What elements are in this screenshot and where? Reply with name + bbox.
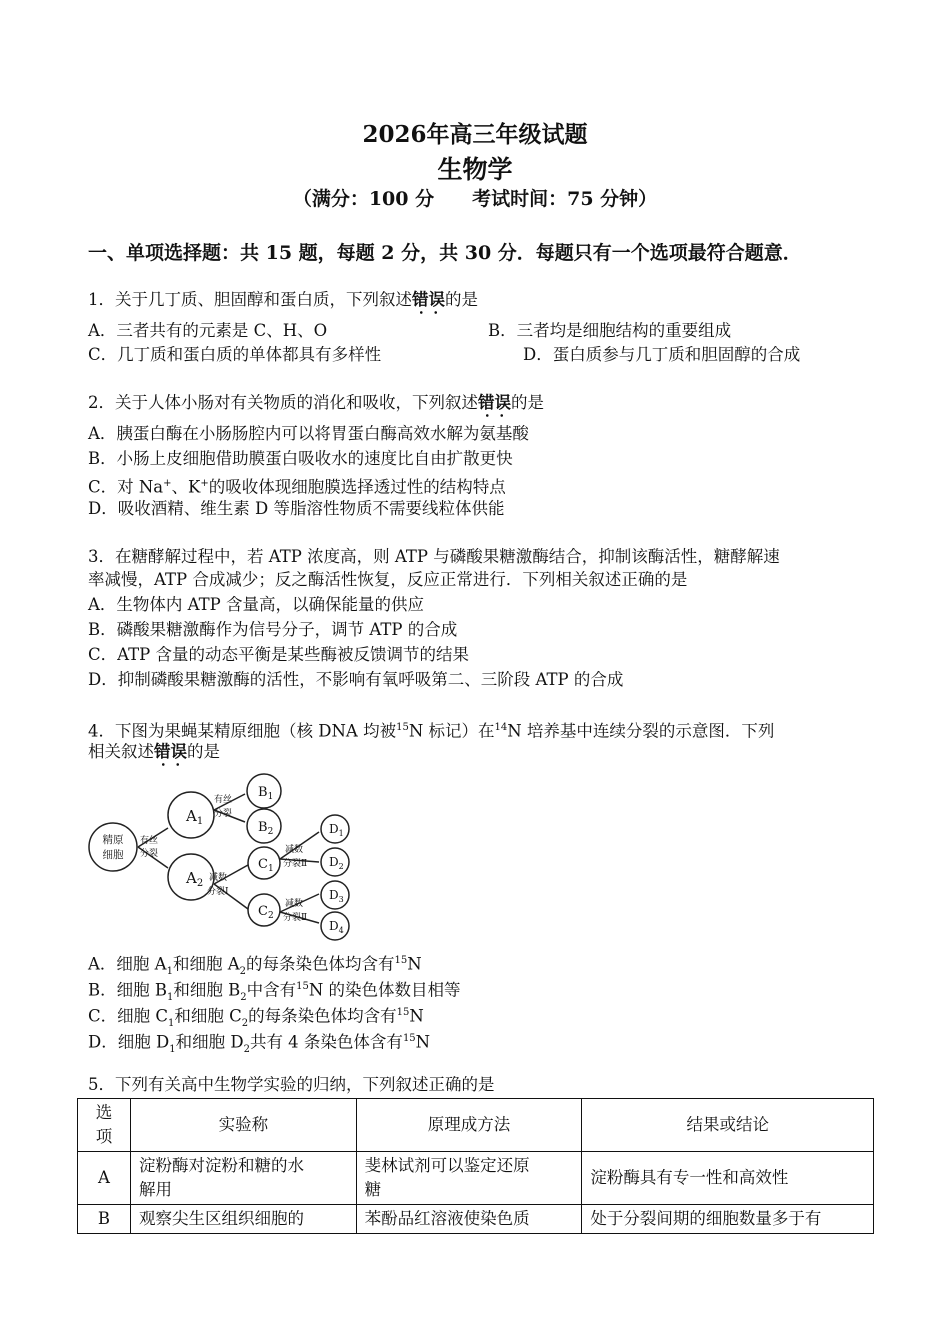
q1-option-d[interactable]: D．蛋白质参与几丁质和胆固醇的合成 bbox=[523, 345, 801, 364]
question-5-stem: 5．下列有关高中生物学实验的归纳，下列叙述正确的是 bbox=[88, 1075, 495, 1094]
label-d2: $D_2$ bbox=[329, 855, 344, 871]
row-experiment-name: 淀粉酶对淀粉和糖的水 解用 bbox=[130, 1152, 356, 1205]
subject-title: 生物学 bbox=[437, 155, 513, 184]
question-4-stem-line1: 4．下图为果蝇某精原细胞（核 DNA 均被$^{15}$N 标记）在$^{14}$N 培养基中连续分裂的示意图．下列 bbox=[88, 721, 775, 741]
row-method: 苯酚品红溶液使染色质 bbox=[356, 1205, 582, 1234]
table-row[interactable] bbox=[78, 1205, 874, 1234]
q1-option-c[interactable]: C．几丁质和蛋白质的单体都具有多样性 bbox=[88, 345, 382, 364]
table-header-row bbox=[78, 1099, 874, 1152]
q3-option-a[interactable]: A．生物体内 ATP 含量高，以确保能量的供应 bbox=[88, 595, 425, 614]
section-heading: 一、单项选择题：共 15 题，每题 2 分，共 30 分．每题只有一个选项最符合题意． bbox=[88, 242, 802, 264]
row-result: 淀粉酶具有专一性和高效性 bbox=[582, 1152, 874, 1205]
q4-option-a[interactable]: A．细胞 $A_1$和细胞 $A_2$的每条染色体均含有$^{15}$N bbox=[88, 954, 422, 977]
question-4-stem-line2: 相关叙述错误的是 bbox=[88, 742, 220, 761]
question-3-stem-line2: 率减慢，ATP 合成减少；反之酶活性恢复，反应正常进行．下列相关叙述正确的是 bbox=[88, 570, 688, 589]
q3-option-c[interactable]: C．ATP 含量的动态平衡是某些酶被反馈调节的结果 bbox=[88, 645, 469, 664]
label-d4: $D_4$ bbox=[329, 919, 344, 935]
division-label-meiosis2-top-b: 分裂Ⅱ bbox=[283, 859, 308, 869]
q2-option-c[interactable]: C．对 Na+、K+的吸收体现细胞膜选择透过性的结构特点 bbox=[88, 477, 506, 497]
label-a2: $A_2$ bbox=[186, 869, 204, 889]
exam-title: 2026年高三年级试题 bbox=[362, 121, 588, 148]
label-a1: $A_1$ bbox=[186, 807, 204, 827]
division-label-mitosis-2a: 有丝 bbox=[214, 795, 233, 805]
q2-option-d[interactable]: D．吸收酒精、维生素 D 等脂溶性物质不需要线粒体供能 bbox=[88, 499, 505, 518]
division-label-mitosis-1b: 分裂 bbox=[140, 849, 159, 859]
question-3-stem-line1: 3．在糖酵解过程中，若 ATP 浓度高，则 ATP 与磷酸果糖激酶结合，抑制该酶活性，糖酵解速 bbox=[88, 547, 780, 566]
q3-option-d[interactable]: D．抑制磷酸果糖激酶的活性，不影响有氧呼吸第二、三阶段 ATP 的合成 bbox=[88, 670, 624, 689]
q1-option-b[interactable]: B．三者均是细胞结构的重要组成 bbox=[488, 321, 732, 340]
question-2-stem: 2．关于人体小肠对有关物质的消化和吸收，下列叙述错误的是 bbox=[88, 393, 544, 412]
division-label-mitosis-1a: 有丝 bbox=[140, 836, 159, 846]
division-label-meiosis1b: 分裂Ⅰ bbox=[207, 887, 229, 897]
header-experiment-name: 实验称 bbox=[130, 1099, 356, 1152]
label-b2: $B_2$ bbox=[258, 820, 274, 837]
origin-cell bbox=[89, 823, 137, 871]
experiment-table bbox=[77, 1098, 874, 1234]
question-1-stem: 1．关于几丁质、胆固醇和蛋白质，下列叙述错误的是 bbox=[88, 290, 478, 309]
cell-division-diagram bbox=[88, 770, 368, 944]
header-option: 选 项 bbox=[78, 1099, 131, 1152]
q4-option-c[interactable]: C．细胞 $C_1$和细胞 $C_2$的每条染色体均含有$^{15}$N bbox=[88, 1006, 424, 1029]
division-label-meiosis1a: 减数 bbox=[209, 873, 228, 883]
division-label-meiosis2-bottom-a: 减数 bbox=[285, 899, 304, 909]
header-result: 结果或结论 bbox=[582, 1099, 874, 1152]
q3-option-b[interactable]: B．磷酸果糖激酶作为信号分子，调节 ATP 的合成 bbox=[88, 620, 458, 639]
row-method: 斐林试剂可以鉴定还原 糖 bbox=[356, 1152, 582, 1205]
label-c1: $C_1$ bbox=[258, 857, 274, 874]
q4-option-b[interactable]: B．细胞 $B_1$和细胞 $B_2$中含有$^{15}$N 的染色体数目相等 bbox=[88, 980, 461, 1003]
label-d1: $D_1$ bbox=[329, 822, 344, 838]
q2-option-a[interactable]: A．胰蛋白酶在小肠肠腔内可以将胃蛋白酶高效水解为氨基酸 bbox=[88, 424, 529, 443]
row-option: A bbox=[78, 1152, 131, 1205]
division-label-mitosis-2b: 分裂 bbox=[214, 809, 233, 819]
origin-label-2: 细胞 bbox=[102, 849, 124, 861]
row-result: 处于分裂间期的细胞数量多于有 bbox=[582, 1205, 874, 1234]
table-row[interactable] bbox=[78, 1152, 874, 1205]
label-b1: $B_1$ bbox=[258, 785, 274, 802]
label-c2: $C_2$ bbox=[258, 904, 274, 921]
q2-option-b[interactable]: B．小肠上皮细胞借助膜蛋白吸收水的速度比自由扩散更快 bbox=[88, 449, 513, 468]
q4-option-d[interactable]: D．细胞 $D_1$和细胞 $D_2$共有 4 条染色体含有$^{15}$N bbox=[88, 1032, 431, 1055]
row-option: B bbox=[78, 1205, 131, 1234]
row-experiment-name: 观察尖生区组织细胞的 bbox=[130, 1205, 356, 1234]
header-method: 原理成方法 bbox=[356, 1099, 582, 1152]
division-label-meiosis2-top-a: 减数 bbox=[285, 845, 304, 855]
label-d3: $D_3$ bbox=[329, 888, 344, 904]
q1-option-a[interactable]: A．三者共有的元素是 C、H、O bbox=[88, 321, 328, 340]
origin-label-1: 精原 bbox=[102, 834, 124, 846]
division-label-meiosis2-bottom-b: 分裂Ⅱ bbox=[283, 913, 308, 923]
exam-info: （满分：100 分 考试时间：75 分钟） bbox=[292, 188, 658, 210]
